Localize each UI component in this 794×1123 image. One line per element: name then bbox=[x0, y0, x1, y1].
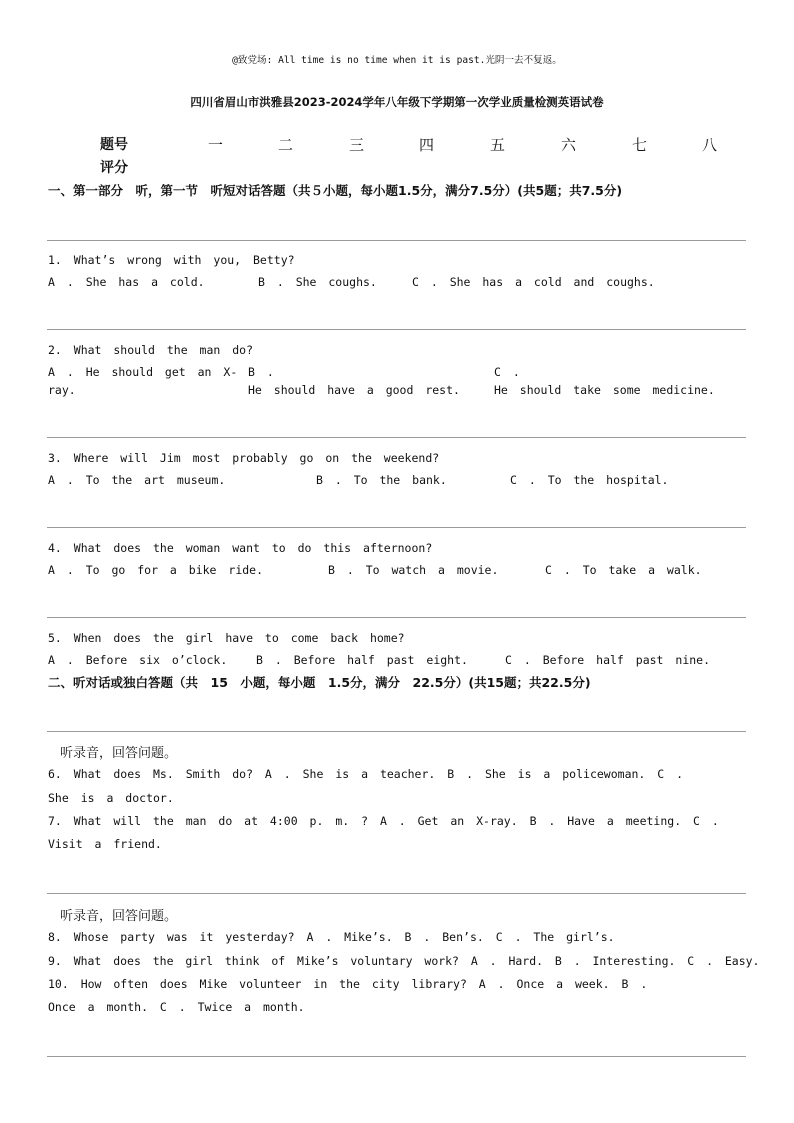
header-motto: @致党场: All time is no time when it is past.光阴一去不复返。 bbox=[232, 55, 562, 66]
question-3: 3. Where will Jim most probably go on the weekend? bbox=[48, 451, 440, 465]
q5-option-b: B . Before half past eight. bbox=[256, 653, 468, 667]
q3-option-a: A . To the art museum. bbox=[48, 473, 226, 487]
question-10: 10. How often does Mike volunteer in the city library? A . Once a week. B . bbox=[48, 977, 648, 991]
divider bbox=[47, 893, 746, 894]
divider bbox=[47, 527, 746, 528]
score-col-6: 六 bbox=[561, 136, 577, 154]
exam-title: 四川省眉山市洪雅县2023-2024学年八年级下学期第一次学业质量检测英语试卷 bbox=[190, 95, 604, 109]
section-heading-part2: 二、听对话或独白答题（共 15 小题，每小题 1.5分，满分 22.5分）(共15题；共22.5分) bbox=[48, 675, 591, 690]
question-6: 6. What does Ms. Smith do? A . She is a teacher. B . She is a policewoman. C . bbox=[48, 767, 684, 781]
question-8: 8. Whose party was it yesterday? A . Mike’s. B . Ben’s. C . The girl’s. bbox=[48, 930, 615, 944]
q2-option-a: A . He should get an X- bbox=[48, 365, 238, 379]
q2-option-b-letter: B . bbox=[248, 365, 274, 379]
divider bbox=[47, 329, 746, 330]
question-7-cont: Visit a friend. bbox=[48, 837, 162, 851]
divider bbox=[47, 1056, 746, 1057]
question-7: 7. What will the man do at 4:00 p. m. ? A . Get an X-ray. B . Have a meeting. C . bbox=[48, 814, 719, 828]
question-10-cont: Once a month. C . Twice a month. bbox=[48, 1000, 305, 1014]
score-col-8: 八 bbox=[702, 136, 718, 154]
q1-option-a: A . She has a cold. bbox=[48, 275, 205, 289]
q4-option-b: B . To watch a movie. bbox=[328, 563, 499, 577]
question-2: 2. What should the man do? bbox=[48, 343, 254, 357]
question-6-cont: She is a doctor. bbox=[48, 791, 174, 805]
score-col-4: 四 bbox=[419, 136, 435, 154]
q5-option-c: C . Before half past nine. bbox=[505, 653, 711, 667]
listening-instruction: 听录音，回答问题。 bbox=[60, 746, 178, 761]
q2-option-a-cont: ray. bbox=[48, 383, 76, 397]
q1-option-c: C . She has a cold and coughs. bbox=[412, 275, 655, 289]
listening-instruction: 听录音，回答问题。 bbox=[60, 909, 178, 924]
q3-option-b: B . To the bank. bbox=[316, 473, 447, 487]
score-col-2: 二 bbox=[278, 136, 294, 154]
divider bbox=[47, 731, 746, 732]
q3-option-c: C . To the hospital. bbox=[510, 473, 669, 487]
score-col-1: 一 bbox=[208, 136, 224, 154]
section-heading-part1: 一、第一部分 听，第一节 听短对话答题（共５小题，每小题1.5分，满分7.5分）(共5题；共7.5分) bbox=[48, 183, 623, 198]
question-9: 9. What does the girl think of Mike’s voluntary work? A . Hard. B . Interesting. C . Easy. bbox=[48, 954, 760, 968]
score-col-3: 三 bbox=[349, 136, 365, 154]
q4-option-a: A . To go for a bike ride. bbox=[48, 563, 264, 577]
question-5: 5. When does the girl have to come back home? bbox=[48, 631, 405, 645]
q2-option-c-letter: C . bbox=[494, 365, 520, 379]
q2-option-b: He should have a good rest. bbox=[248, 383, 460, 397]
q1-option-b: B . She coughs. bbox=[258, 275, 377, 289]
divider bbox=[47, 617, 746, 618]
score-col-7: 七 bbox=[632, 136, 648, 154]
question-4: 4. What does the woman want to do this afternoon? bbox=[48, 541, 433, 555]
score-label-number: 题号 bbox=[100, 137, 128, 153]
divider bbox=[47, 437, 746, 438]
q2-option-c: He should take some medicine. bbox=[494, 383, 715, 397]
score-label-score: 评分 bbox=[100, 160, 128, 176]
divider bbox=[47, 240, 746, 241]
question-1: 1. What’s wrong with you, Betty? bbox=[48, 253, 295, 267]
q4-option-c: C . To take a walk. bbox=[545, 563, 702, 577]
score-col-5: 五 bbox=[490, 136, 506, 154]
q5-option-a: A . Before six o’clock. bbox=[48, 653, 228, 667]
